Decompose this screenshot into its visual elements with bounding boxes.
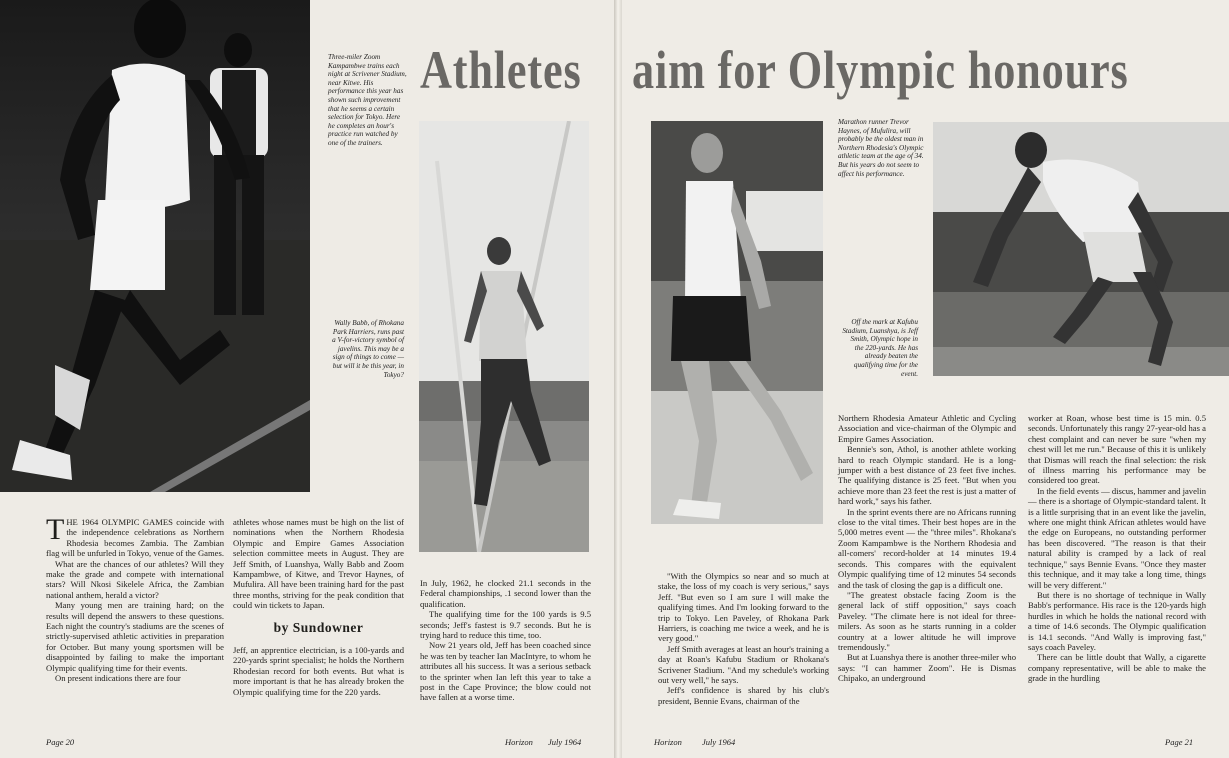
footer-date-left: July 1964: [548, 737, 582, 747]
caption-jeff: Off the mark at Kafubu Stadium, Luanshya, is Jeff Smith, Olympic hope in the 220-yards. He has already beaten the qualifying time for the event.: [842, 318, 918, 378]
article-column-3: In July, 1962, he clocked 21.1 seconds in the Federal championships, .1 second lower than the qualification. The qualifying time for the 100 yards is 9.5 seconds; Jeff's fastest is 9.7 seconds. But he is trying hard to reduce this time, too. Now 21 years old, Jeff has been coached since he was ten by teacher Ian MacIntyre, to whom he attributes all his success. It was a serious setback to the sprinter when Ian left this year to take a post in the Cape Province; the blow could not have fallen at a worse time.: [420, 578, 591, 703]
headline-part2: aim for Olympic honours: [632, 40, 1129, 100]
footer-date-right: July 1964: [702, 737, 736, 747]
footer-page-number-right: Page 21: [1165, 737, 1194, 747]
article-column-6: worker at Roan, whose best time is 15 min. 0.5 seconds. Unfortunately this rangy 27-year-old has a chest complaint and can never be sure "when my chest will let me run." Because of this it is unlikely that Dismas will reach the final selection: the risk of illness marring his performance may be considered too great. In the field events — discus, hammer and javelin — there is a shortage of Olympic-standard talent. It is a little surprising that in an event like the javelin, where one might think African athletes would have the edge on Europeans, no outstanding performer has been discovered. "The reason is that their natural ability is cramped by a lack of real technique," says Bennie Evans. "Once they master this technique, and it may take a long time, things will be very different." But there is no shortage of technique in Wally Babb's performance. His race is the 120-yards high hurdles in which he holds the national record with a time of 14.6 seconds. The Olympic qualification is 14.1 seconds. "And Wally is improving fast," says coach Paveley. There can be little doubt that Wally, a cigarette company representative, will be able to make the grade in the hurdling: [1028, 413, 1206, 684]
headline-part1: Athletes: [420, 40, 582, 100]
caption-zoom: Three-miler Zoom Kampambwe trains each night at Scrivener Stadium, near Kitwe. His performance this year has shown such improvement that he seems a certain selection for Tokyo. Here he completes an hour's practice run watched by one of the trainers.: [328, 53, 407, 147]
photo-trevor-haynes: [651, 121, 823, 524]
caption-wally: Wally Babb, of Rhokana Park Harriers, runs past a V-for-victory symbol of javelins. This may be a sign of things to come — but will it be this year, in Tokyo?: [332, 319, 404, 379]
photo-wally-babb: [419, 121, 589, 552]
right-page: [622, 0, 1229, 758]
article-column-1: THE 1964 OLYMPIC GAMES coincide with the independence celebrations as Northern Rhodesia becomes Zambia. The Zambian flag will be unfurled in Tokyo, venue of the Games. What are the chances of our athletes? Will they make the grade and compete with international stars? Will Nkosi Sikelele Africa, the Zambian national anthem, herald a victor? Many young men are training hard; on the results will depend the answers to these questions. Each night the country's stadiums are the scenes of strictly-supervised athletic activities in preparation for October. But many young sportsmen will be disappointed by failing to make the important Olympic qualifying time for their events. On present indications there are four: [46, 513, 224, 684]
drop-cap: T: [46, 513, 65, 546]
footer-magazine-right: Horizon: [654, 737, 682, 747]
footer-magazine-left: Horizon: [505, 737, 533, 747]
article-column-5: Northern Rhodesia Amateur Athletic and Cycling Association and vice-chairman of the Olympic and Empire Games Association. Bennie's son, Athol, is another athlete working hard to reach Olympic standard. He is a long-jumper with a best distance of 23 feet five inches. The qualifying distance is 25 feet. "But when you achieve more than 23 feet the rest is just a matter of hard work," says his father. In the sprint events there are no Africans running close to the vital times. Their best hopes are in the 5,000 metres event — the "three miles". Rhokana's Zoom Kampambwe is the Northern Rhodesia and all-comers' record-holder at 14 minutes 19.4 seconds. This compares with the equivalent Olympic qualifying time of 12 minutes 54 seconds and the task of closing the gap is a difficult one. "The greatest obstacle facing Zoom is the general lack of stiff opposition," says coach Paveley. "The climate here is not ideal for three-milers. As soon as he starts running in a colder country at a lower altitude he will improve tremendously." But at Luanshya there is another three-miler who says: "I can hammer Zoom". He is Dismas Chipako, an underground: [838, 413, 1016, 684]
photo-jeff-smith: [933, 122, 1229, 376]
article-column-2: athletes whose names must be high on the list of nominations when the Northern Rhodesia Olympic and Empire Games Association selection committee meets in August. They are Jeff Smith, of Luanshya, Wally Babb and Zoom Kampambwe, of Kitwe, and Trevor Haynes, of Mufulira. All have been training hard for the past three months, striving for the peak condition that could win tickets to Japan. by Sundowner Jeff, an apprentice electrician, is a 100-yards and 220-yards sprint specialist; he holds the Northern Rhodesian record for both events. But what is more important is that he has already broken the Olympic qualifying time for the 220 yards.: [233, 517, 404, 697]
photo-zoom-kampambwe: [0, 0, 310, 492]
footer-page-number-left: Page 20: [46, 737, 75, 747]
caption-trevor: Marathon runner Trevor Haynes, of Mufulira, will probably be the oldest man in Northern Rhodesia's Olympic athletic team at the age of 34. But his years do not seem to affect his performance.: [838, 118, 924, 178]
article-column-4: "With the Olympics so near and so much at stake, the loss of my coach is very serious," says Jeff. "But even so I am sure I will make the qualifying times. And I'm looking forward to the trip to Tokyo. Len Paveley, of Rhokana Park Harriers, is coaching me twice a week, and he is very good." Jeff Smith averages at least an hour's training a day at Roan's Kafubu Stadium or Rhokana's Scrivener Stadium. "And my schedule's working out very well," he says. Jeff's confidence is shared by his club's president, Bennie Evans, chairman of the: [658, 571, 829, 706]
byline: by Sundowner: [273, 619, 364, 635]
